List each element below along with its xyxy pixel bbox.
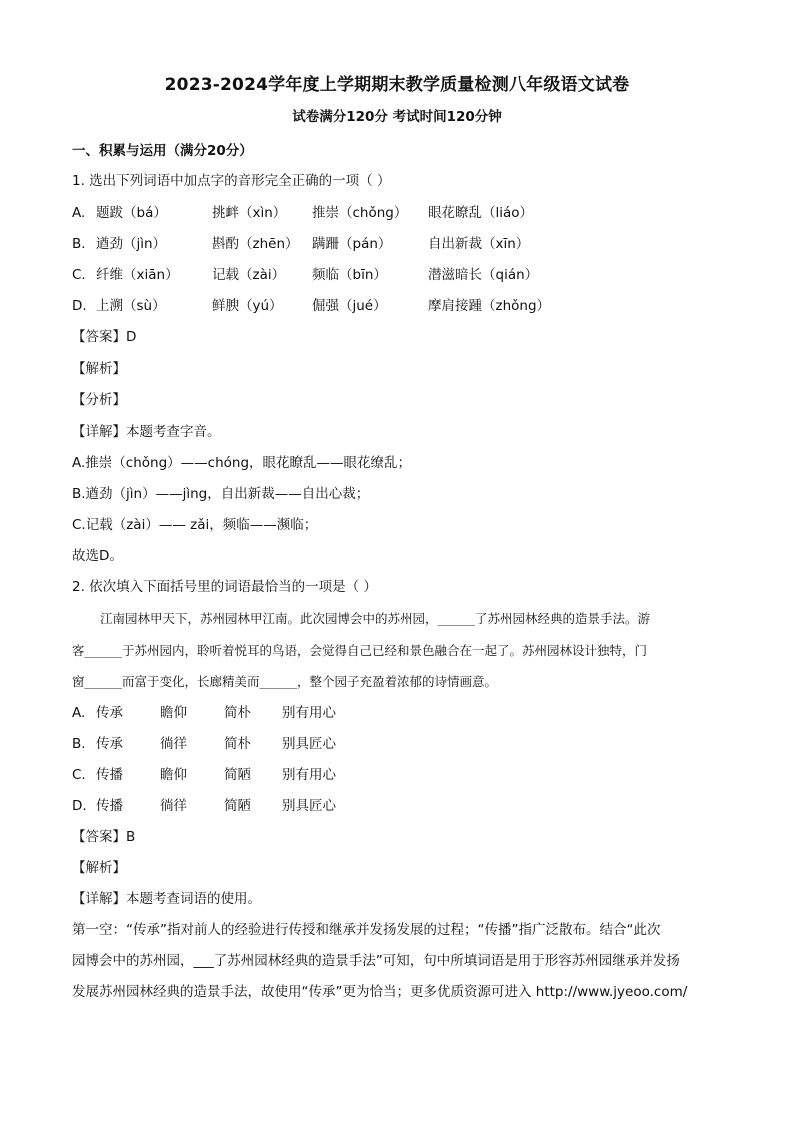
q1-option-a <box>72 204 533 222</box>
option-item: 眼花瞭乱（liáo） <box>428 205 534 221</box>
option-item: 纤维（xiān） <box>96 267 179 283</box>
option-label: D. <box>72 798 87 814</box>
option-item: 蹒跚（pán） <box>312 236 392 252</box>
q2-answer: 【答案】B <box>72 829 136 845</box>
option-item: 传承 <box>96 736 123 752</box>
option-item: 别有用心 <box>282 705 336 721</box>
exam-subtitle: 试卷满分120分 考试时间120分钟 <box>292 109 502 125</box>
option-item: 简朴 <box>224 736 251 752</box>
option-item: 瞻仰 <box>160 705 187 721</box>
q2-explain-line: 第一空：“传承”指对前人的经验进行传授和继承并发扬发展的过程；“传播”指广泛散布。结合“此次 <box>72 922 661 938</box>
option-item: 频临（bīn） <box>312 267 387 283</box>
page-title: 2023-2024学年度上学期期末教学质量检测八年级语文试卷 <box>164 75 630 95</box>
option-label: B. <box>72 736 86 752</box>
q1-explain-line: C.记载（zài）—— zǎi，频临——濒临； <box>72 517 318 533</box>
option-item: 潜滋暗长（qián） <box>428 267 539 283</box>
option-item: 斟酌（zhēn） <box>212 236 299 252</box>
option-item: 遒劲（jìn） <box>96 236 167 252</box>
option-item: 挑衅（xìn） <box>212 205 287 221</box>
option-label: A. <box>72 705 86 721</box>
option-item: 徜徉 <box>160 736 187 752</box>
q1-jiexi: 【解析】 <box>72 361 126 377</box>
question-2-stem: 2. 依次填入下面括号里的词语最恰当的一项是（ ） <box>72 579 377 595</box>
option-item: 别具匠心 <box>282 736 336 752</box>
option-item: 简朴 <box>224 705 251 721</box>
q1-option-d <box>72 297 550 315</box>
q2-option-a <box>72 704 336 722</box>
q2-passage-line: 客______于苏州园内，聆听着悦耳的鸟语，会觉得自己已经和景色融合在一起了。苏州园林设计独特，门 <box>72 643 648 658</box>
option-item: 简陋 <box>224 767 251 783</box>
option-item: 上溯（sù） <box>96 298 166 314</box>
option-item: 题跋（bá） <box>96 205 167 221</box>
q2-option-b <box>72 735 336 753</box>
option-item: 传承 <box>96 705 123 721</box>
option-item: 记载（zài） <box>212 267 286 283</box>
option-item: 徜徉 <box>160 798 187 814</box>
q2-option-c <box>72 766 336 784</box>
q2-explain-line: 园博会中的苏州园，___了苏州园林经典的造景手法”可知，句中所填词语是用于形容苏州园继承并发扬 <box>72 953 680 969</box>
q1-option-c <box>72 266 538 284</box>
option-item: 推崇（chǒng） <box>312 205 408 221</box>
q1-detail: 【详解】本题考查字音。 <box>72 424 221 440</box>
option-item: 传播 <box>96 798 123 814</box>
option-item: 摩肩接踵（zhǒng） <box>428 298 551 314</box>
q1-explain-line: A.推崇（chǒng）——chóng，眼花瞭乱——眼花缭乱； <box>72 455 412 471</box>
option-label: D. <box>72 298 87 314</box>
option-item: 传播 <box>96 767 123 783</box>
option-item: 别具匠心 <box>282 798 336 814</box>
option-label: C. <box>72 267 86 283</box>
q1-answer: 【答案】D <box>72 329 137 345</box>
q2-jiexi: 【解析】 <box>72 860 126 876</box>
option-item: 别有用心 <box>282 767 336 783</box>
option-item: 简陋 <box>224 798 251 814</box>
q2-passage-line: 江南园林甲天下，苏州园林甲江南。此次园博会中的苏州园，______了苏州园林经典的造景手法。游 <box>100 611 651 626</box>
q2-detail: 【详解】本题考查词语的使用。 <box>72 891 261 907</box>
option-label: B. <box>72 236 86 252</box>
option-item: 瞻仰 <box>160 767 187 783</box>
q1-fenxi: 【分析】 <box>72 392 126 408</box>
option-label: A. <box>72 205 86 221</box>
q1-explain-line: 故选D。 <box>72 548 123 564</box>
q1-option-b <box>72 235 529 253</box>
option-item: 自出新裁（xīn） <box>428 236 530 252</box>
option-item: 鲜腴（yú） <box>212 298 283 314</box>
option-item: 倔强（jué） <box>312 298 387 314</box>
q1-explain-line: B.遒劲（jìn）——jìng，自出新裁——自出心裁； <box>72 486 370 502</box>
option-label: C. <box>72 767 86 783</box>
q2-option-d <box>72 797 336 815</box>
q2-explain-line: 发展苏州园林经典的造景手法，故使用“传承”更为恰当；更多优质资源可进入 http://www.jyeoo.com/ <box>72 984 688 1000</box>
question-1-stem: 1. 选出下列词语中加点字的音形完全正确的一项（ ） <box>72 173 391 189</box>
section-heading: 一、积累与运用（满分20分） <box>72 143 253 159</box>
q2-passage-line: 窗______而富于变化，长廊精美而______，整个园子充盈着浓郁的诗情画意。 <box>72 674 498 689</box>
